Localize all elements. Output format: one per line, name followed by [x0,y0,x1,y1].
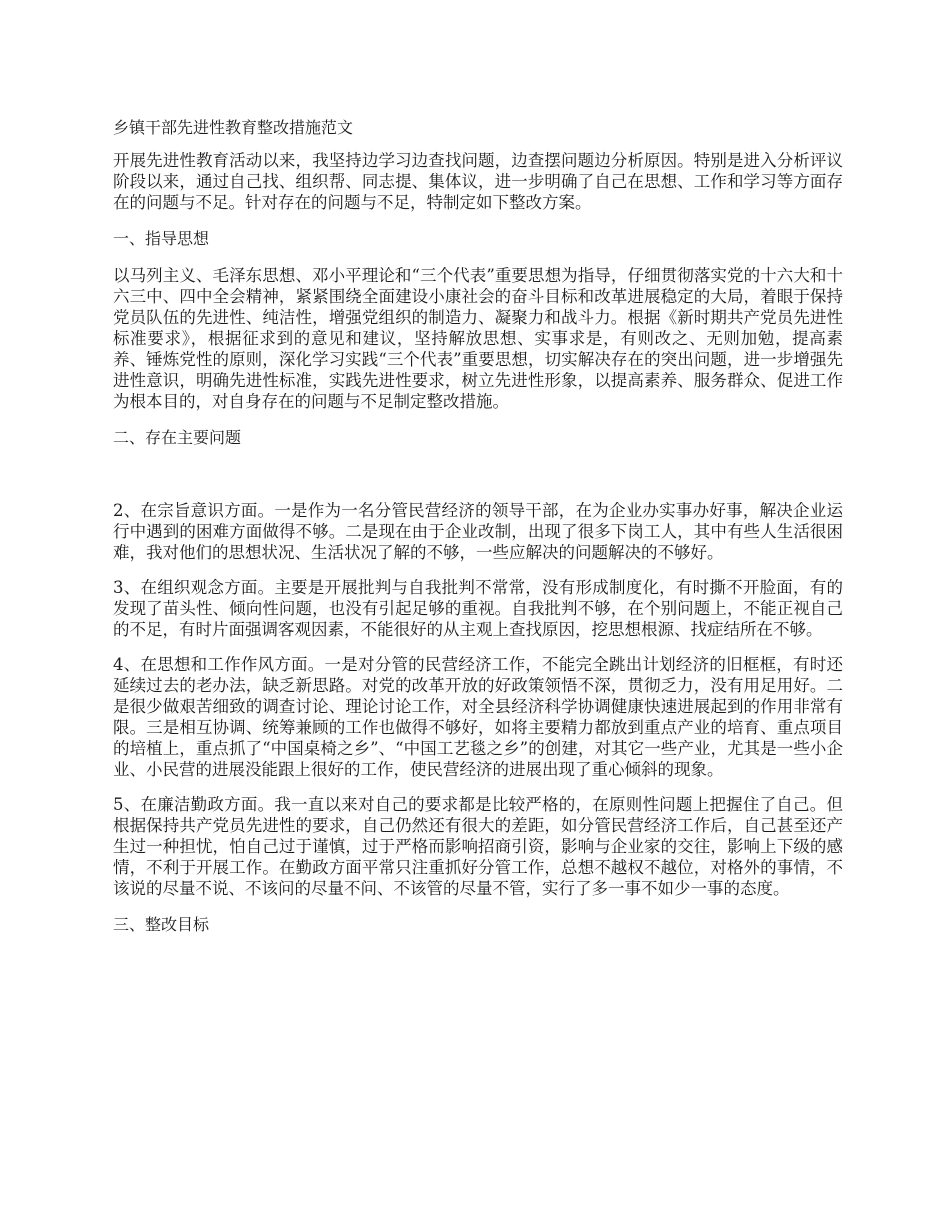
guiding-thought-paragraph: 以马列主义、毛泽东思想、邓小平理论和“三个代表”重要思想为指导，仔细贯彻落实党的十六大和十六三中、四中全会精神，紧紧围绕全面建设小康社会的奋斗目标和改革进展稳定的大局，着眼于保持党员队伍的先进性、纯洁性，增强党组织的制造力、凝聚力和战斗力。根据《新时期共产党员先进性标准要求》，根据征求到的意见和建议，坚持解放思想、实事求是，有则改之、无则加勉，提高素养、锤炼党性的原则，深化学习实践“三个代表”重要思想，切实解决存在的突出问题，进一步增强先进性意识，明确先进性标准，实践先进性要求，树立先进性形象，以提高素养、服务群众、促进工作为根本目的，对自身存在的问题与不足制定整改措施。 [113,266,843,411]
problem-item-purpose-awareness: 2、在宗旨意识方面。一是作为一名分管民营经济的领导干部，在为企业办实事办好事，解决企业运行中遇到的困难方面做得不够。二是现在由于企业改制，出现了很多下岗工人，其中有些人生活很困难，我对他们的思想状况、生活状况了解的不够，一些应解决的问题解决的不够好。 [113,501,843,562]
blank-gap [113,464,843,500]
problem-item-organization-concept: 3、在组织观念方面。主要是开展批判与自我批判不常常，没有形成制度化，有时撕不开脸面，有的发现了苗头性、倾向性问题，也没有引起足够的重视。自我批判不够，在个别问题上，不能正视自己的不足，有时片面强调客观因素，不能很好的从主观上查找原因，挖思想根源、找症结所在不够。 [113,578,843,639]
section-heading-rectification-goals: 三、整改目标 [113,915,210,934]
document-title: 乡镇干部先进性教育整改措施范文 [113,118,354,137]
intro-paragraph: 开展先进性教育活动以来，我坚持边学习边查找问题，边查摆问题边分析原因。特别是进入分析评议阶段以来，通过自己找、组织帮、同志提、集体议，进一步明确了自己在思想、工作和学习等方面存在的问题与不足。针对存在的问题与不足，特制定如下整改方案。 [113,151,843,212]
problem-item-integrity-diligence: 5、在廉洁勤政方面。我一直以来对自己的要求都是比较严格的，在原则性问题上把握住了自己。但根据保持共产党员先进性的要求，自己仍然还有很大的差距，如分管民营经济工作后，自己甚至还产生过一种担忧，怕自己过于谨慎，过于严格而影响招商引资，影响与企业家的交往，影响上下级的感情，不利于开展工作。在勤政方面平常只注重抓好分管工作，总想不越权不越位，对格外的事情，不该说的尽量不说、不该问的尽量不问、不该管的尽量不管，实行了多一事不如少一事的态度。 [113,795,843,898]
section-heading-guiding-thought: 一、指导思想 [113,229,210,248]
document-page [113,116,843,951]
section-heading-main-problems: 二、存在主要问题 [113,428,242,447]
problem-item-work-style: 4、在思想和工作作风方面。一是对分管的民营经济工作，不能完全跳出计划经济的旧框框，有时还延续过去的老办法，缺乏新思路。对党的改革开放的好政策领悟不深，贯彻乏力，没有用足用好。二是很少做艰苦细致的调查讨论、理论讨论工作，对全县经济科学协调健康快速进展起到的作用非常有限。三是相互协调、统筹兼顾的工作也做得不够好，如将主要精力都放到重点产业的培育、重点项目的培植上，重点抓了“中国桌椅之乡”、“中国工艺毯之乡”的创建，对其它一些产业，尤其是一些小企业、小民营的进展没能跟上很好的工作，使民营经济的进展出现了重心倾斜的现象。 [113,655,843,779]
